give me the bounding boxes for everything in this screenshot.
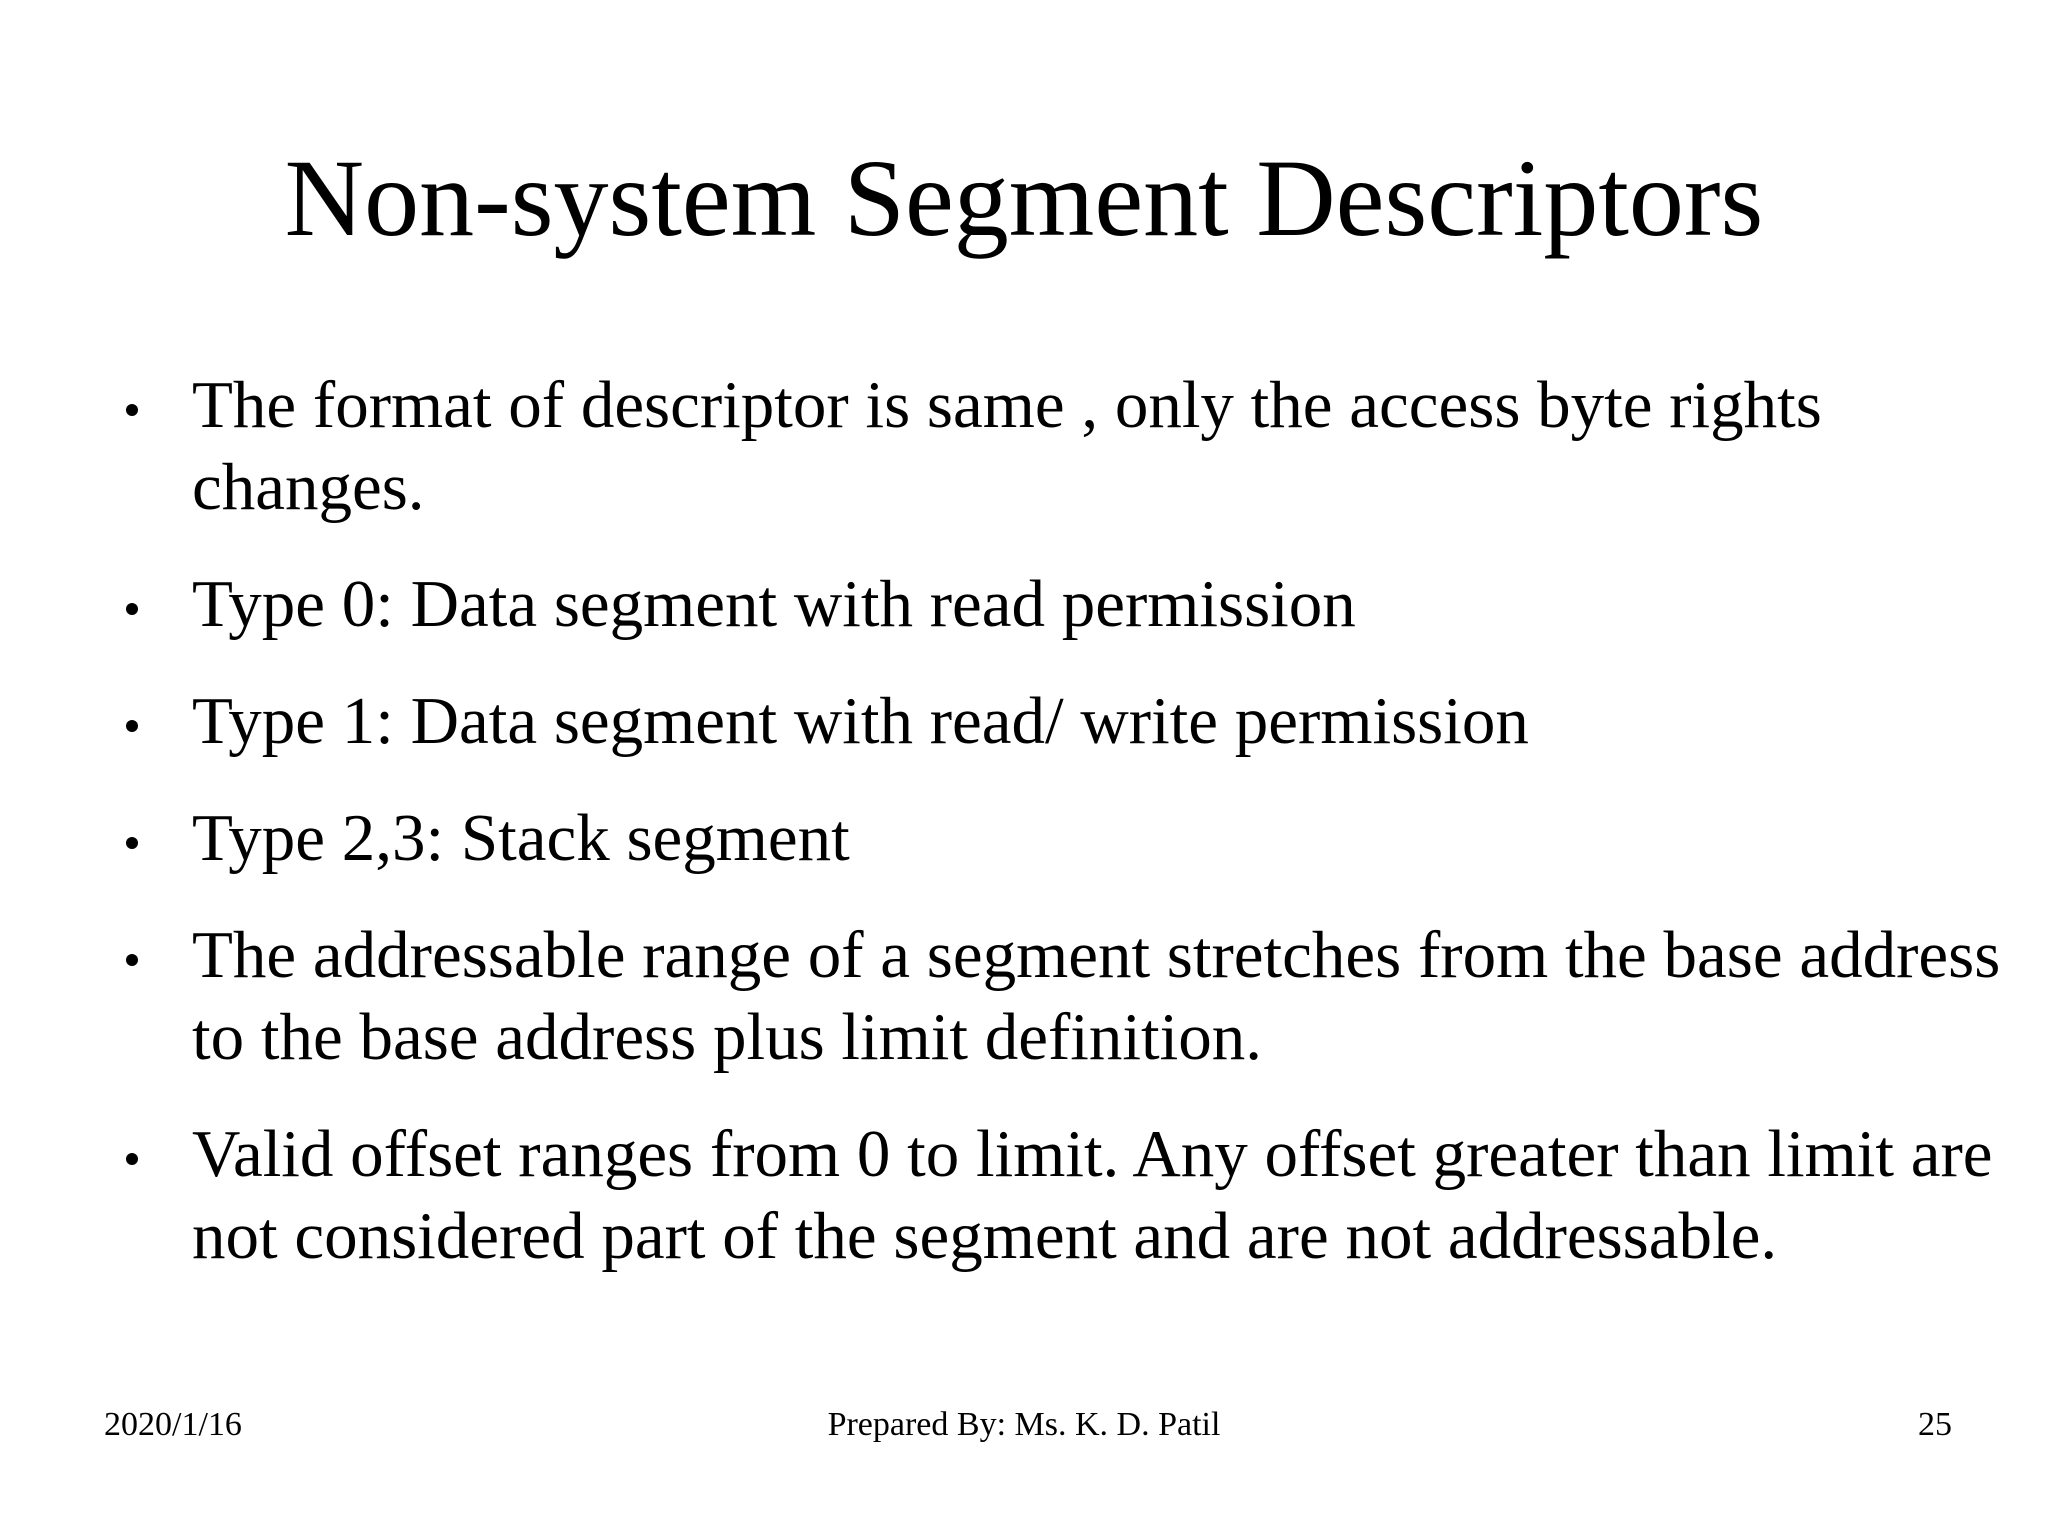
bullet-text: The format of descriptor is same , only the access byte rights changes. <box>192 368 1822 524</box>
bullet-marker-icon <box>126 837 138 849</box>
footer-date: 2020/1/16 <box>104 1406 242 1443</box>
slide-title: Non-system Segment Descriptors <box>284 137 1764 259</box>
bullet-item <box>110 914 2010 1078</box>
footer-page-number: 25 <box>1918 1406 1952 1443</box>
bullet-list <box>110 364 2010 1312</box>
bullet-item <box>110 1113 2010 1277</box>
bullet-item <box>110 563 2010 645</box>
bullet-text: The addressable range of a segment stretches from the base address to the base address plus limit definition. <box>192 918 2001 1074</box>
bullet-marker-icon <box>126 954 138 966</box>
bullet-text: Valid offset ranges from 0 to limit. Any offset greater than limit are not considered part of the segment and are not addressable. <box>192 1117 1993 1273</box>
bullet-text: Type 2,3: Stack segment <box>192 801 850 875</box>
bullet-marker-icon <box>126 404 138 416</box>
bullet-item <box>110 797 2010 879</box>
bullet-marker-icon <box>126 603 138 615</box>
bullet-marker-icon <box>126 1153 138 1165</box>
bullet-text: Type 1: Data segment with read/ write permission <box>192 684 1529 758</box>
footer-author: Prepared By: Ms. K. D. Patil <box>827 1406 1221 1443</box>
bullet-item <box>110 364 2010 528</box>
bullet-item <box>110 680 2010 762</box>
bullet-marker-icon <box>126 720 138 732</box>
bullet-text: Type 0: Data segment with read permission <box>192 567 1356 641</box>
